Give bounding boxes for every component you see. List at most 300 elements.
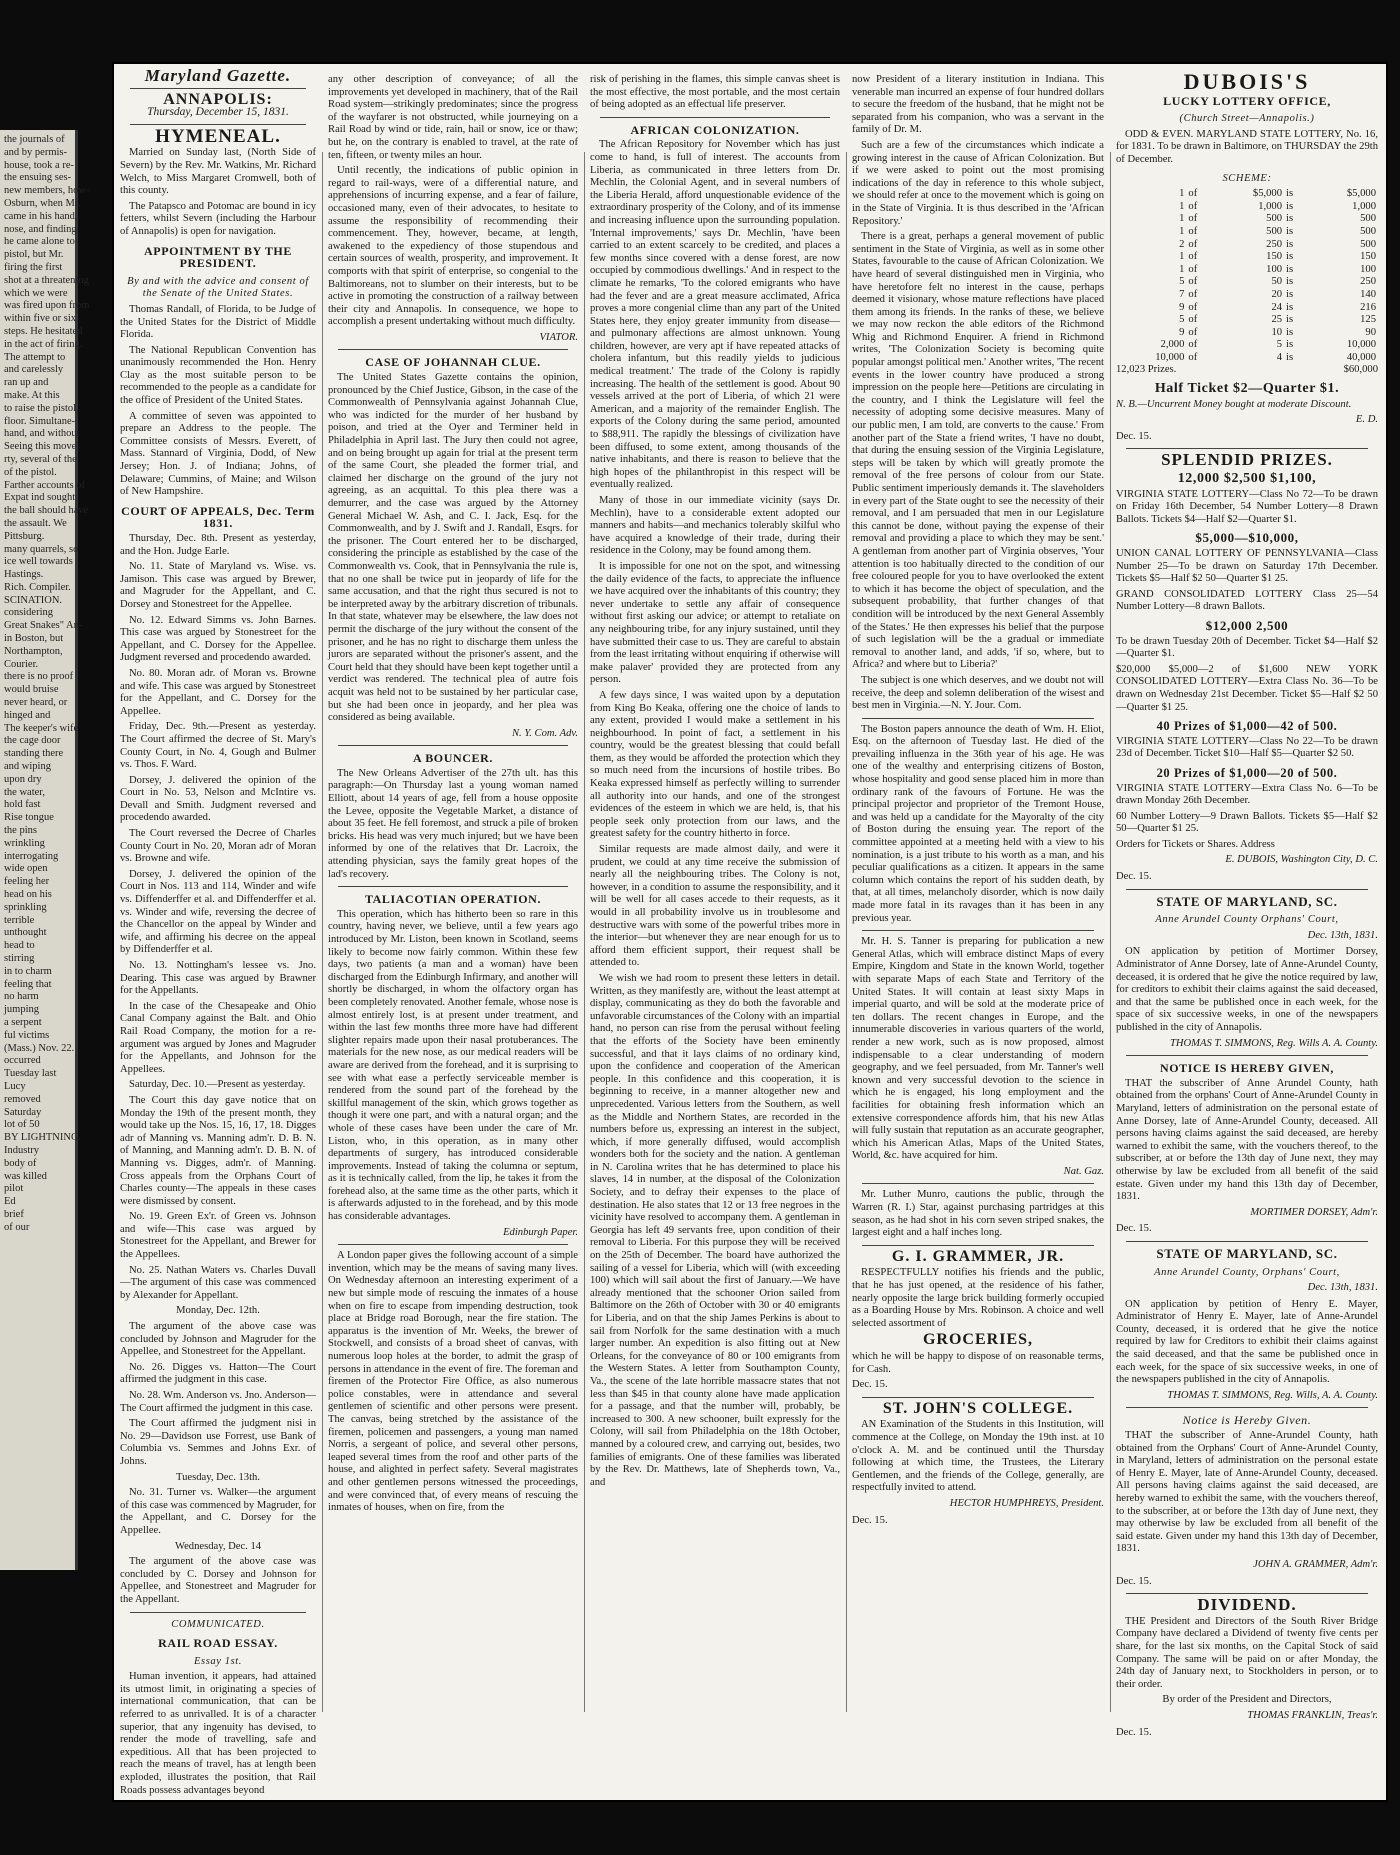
notice-date-2: Dec. 15. <box>1116 1575 1152 1587</box>
grammer-date: Dec. 15. <box>852 1379 888 1391</box>
scheme-cell: 150 <box>1266 251 1283 263</box>
amounts-line: 40 Prizes of $1,000—42 of 500. <box>1156 719 1338 734</box>
grammer-text: RESPECTFULLY notifies his friends and the public, that he has just opened, at the residence of his father, nearly opposite the large brick building formerly occupied as a Boarding House by Mrs. Robinson. A choice and well selected assortment of <box>852 1267 1104 1329</box>
scheme-cell: 50 <box>1271 276 1283 288</box>
scheme-row <box>1116 251 1378 264</box>
half-ticket-line: Half Ticket $2—Quarter $1. <box>1154 381 1340 397</box>
note-date: Dec. 15. <box>1116 430 1152 442</box>
dividend-signature: THOMAS FRANKLIN, Treas'r. <box>1247 1709 1378 1721</box>
strip-line: Expat ind sought <box>4 492 76 504</box>
strip-line: in to charm <box>4 965 52 977</box>
strip-line: Hastings. <box>4 569 44 581</box>
court-paragraph: In the case of the Chesapeake and Ohio Canal Company against the Balt. and Ohio Rail Road Company, the motion for a re-argument was argued by Jones and Magruder for the Appellants, and Johnson for the Appellees. <box>120 1000 316 1075</box>
colonization-paragraph: It is impossible for one not on the spot, and witnessing the daily evidence of the facts, to appreciate the influence we have acquired over the inhabitants of this country; they never undertake to settle any affair of consequence without first asking our advice; or attempt to retaliate on any neighbouring tribe, for any injury sustained, until they have submitted their case to us. They are careful to abstain from the least irritating without enquiring if otherwise will make palaver' provided they are protected from any person. <box>590 560 840 686</box>
amounts-line: 20 Prizes of $1,000—20 of 500. <box>1156 765 1338 780</box>
scheme-cell: of <box>1188 188 1198 200</box>
strip-line: feeling that <box>4 978 52 990</box>
lottery-notice: VIRGINIA STATE LOTTERY—Extra Class No. 6—To be drawn Monday 26th December. <box>1116 782 1378 807</box>
strip-line: shot at a threatening <box>4 274 89 286</box>
scheme-cell: of <box>1188 238 1198 250</box>
scheme-cell: 5 <box>1179 276 1185 288</box>
column-5 <box>1116 69 1378 1742</box>
scheme-cell: 1 <box>1179 263 1185 275</box>
strip-line: Lucy <box>4 1080 26 1092</box>
strip-line: hinged and <box>4 709 51 721</box>
scheme-cell: 125 <box>1360 314 1376 326</box>
strip-line: and by permis- <box>4 146 67 158</box>
court-paragraph: No. 12. Edward Simms vs. John Barnes. This case was argued by Stonestreet for the Appellant, and C. Dorsey for the Appellee. Judgment reversed and procedendo awarded. <box>120 614 316 664</box>
strip-line: no harm <box>4 991 39 1003</box>
strip-line: occurred <box>4 1055 41 1067</box>
appointment-sub: By and with the advice and consent of the Senate of the United States. <box>127 275 309 300</box>
dividend-text: THE President and Directors of the South River Bridge Company have declared a Dividend of twenty five cents per share, for the last six months, on the Capital Stock of said Company. The same will be paid on or after Monday, the 24th day of January next, to Stockholders in person, or to their order. <box>1116 1615 1378 1690</box>
notice-date: Dec. 15. <box>1116 1223 1152 1235</box>
strip-line: body of <box>4 1157 37 1169</box>
scheme-cell: is <box>1286 200 1294 212</box>
strip-line: and carelessly <box>4 364 64 376</box>
scheme-cell: 100 <box>1360 263 1376 275</box>
st-johns-text: AN Examination of the Students in this Institution, will commence at the College, on Monday the 19th inst. at 10 o'clock A. M. and be continued until the Thursday following at which time, the Trustees, the Literary Gentlemen, and the friends of the College, generally, are respectfully invited to attend. <box>852 1419 1104 1494</box>
court-paragraph: The Court reversed the Decree of Charles County Court in No. 20, Moran adr of Moran vs. Browne and wife. <box>120 828 316 865</box>
scheme-cell: of <box>1188 200 1198 212</box>
committee-text: A committee of seven was appointed to prepare an Address to the people. The Committee consists of Messrs. Everett, of Mass. Stannard of Virginia, Dodd, of New Jersey; Hon. J. of Indiana; Johns, of Delaware; Cummins, of Maine; and Wilson of New Hampshire. <box>120 410 316 498</box>
court-date: Tuesday, Dec. 13th. <box>176 1471 260 1483</box>
strip-line: of the pistol. <box>4 466 57 478</box>
colonization-paragraph: Similar requests are made almost daily, and were it prudent, we could at any time receive the submission of nearly all the neighbouring tribes. The Colony is not, however, in a condition to assume the responsibility, and it will be well for all cases accede to their requests, as it would in all probability involve us in troublesome and destructive wars with some of the powerful tribes more in the interior—but whenever they are near enough for us to afford them efficient support, their request shall be attended to. <box>590 844 840 969</box>
scheme-cell: 140 <box>1360 288 1376 300</box>
strip-line: the cage door <box>4 735 61 747</box>
column-3 <box>590 74 840 1492</box>
strip-line: wrinkling <box>4 837 45 849</box>
court-paragraph: Dorsey, J. delivered the opinion of the Court in Nos. 113 and 114, Winder and wife vs. Diffenderffer et al. and Diffenderffer et al. vs. Winder and wife, reversing the decree of the Chancellor on the appeal by Winder and wife, and affirming his decree on the appeal by Diffenderffer et al. <box>120 868 316 956</box>
strip-line: The attempt to <box>4 351 66 363</box>
scheme-cell: 2 <box>1179 238 1185 250</box>
munro-notice: Mr. Luther Munro, cautions the public, through the Warren (R. I.) Star, against purchasing partridges at this season, as he had shot in his corn seven striped snakes, the largest eight and a half inches long. <box>852 1189 1104 1239</box>
orphans-court-sub-2: Anne Arundel County, Orphans' Court, <box>1154 1266 1340 1278</box>
court-paragraph: No. 19. Green Ex'r. of Green vs. Johnson and wife—This case was argued by Stonestreet for the Appellant, and Brewer for the Appellees. <box>120 1211 316 1261</box>
rail-road-heading: RAIL ROAD ESSAY. <box>158 1636 278 1651</box>
st-johns-heading: ST. JOHN'S COLLEGE. <box>882 1399 1074 1417</box>
scheme-label: SCHEME: <box>1222 172 1272 184</box>
dubois-signature: E. DUBOIS, Washington City, D. C. <box>1225 854 1378 866</box>
strip-line: new members, how- <box>4 185 90 197</box>
scheme-cell: 25 <box>1271 314 1283 326</box>
scheme-row <box>1116 327 1378 340</box>
strip-line: Northampton, <box>4 645 63 657</box>
strip-line: Saturday <box>4 1106 42 1118</box>
grammer-heading: G. I. GRAMMER, JR. <box>891 1247 1065 1265</box>
scheme-row <box>1116 314 1378 327</box>
fire-escape-text: A London paper gives the following account of a simple invention, which may be the means of saving many lives. On Wednesday afternoon an interesting experiment of a new but simple mode of rescuing the inmates of a house when on fire to escape from impending destruction, took place at Bridge road Borough, near the fire station. The apparatus is the invention of Mr. Weeks, the brewer of Stockwell, and consists of a broad sheet of canvas, with numerous loop holes at the border, to admit the grasp of persons in attendance in the event of fire. The foreman and firemen of the Protector Fire Office, as also numerous police constables, were in attendance and several gentlemen of scientific and other persons were present. The canvas, being stretched by the assistance of the firemen, policemen and passengers, a young man named Norris, a sergeant of police, and several other persons, leaped several times from the roof and other parts of the house, and alighted in perfect safety. Several magistrates and other gentlemen persons witnessed the proceedings, and were convinced that, of every means of rescuing the inmates of houses, when on fire, from the <box>328 1250 578 1514</box>
scheme-cell: is <box>1286 301 1294 313</box>
strip-line: pilot <box>4 1183 24 1195</box>
scheme-cell: is <box>1286 238 1294 250</box>
appointment-text: Thomas Randall, of Florida, to be Judge of the United States for the District of Middle Florida. <box>120 303 316 341</box>
scheme-cell: 100 <box>1266 263 1283 275</box>
lottery-notice: $20,000 $5,000—2 of $1,600 NEW YORK CONSOLIDATED LOTTERY—Extra Class No. 36—To be drawn on Wednesday 21st December. Ticket $5—Half $2 50—Quarter $1 25. <box>1116 663 1378 713</box>
colonization-paragraph: We wish we had room to present these letters in detail. Written, as they manifestly are, without the least attempt at display, communicating as they do both the favorable and unfavorable circumstances of the Colony with an impartial hand, no person can rise from the perusal without feeling that the efforts of the Society have been eminently successful, and that it lays claims of no ordinary kind, upon the confidence and cooperation of the American people. In this confidence and this cooperation, it is beginning to receive, in a manner altogether new and unprecedented. Various letters from the Southern, as well as the Middle and Northern States, are recorded in the numbers before us, expressing an interest in the subject, which, if more generally diffused, would accomplish wonders both for the society and the nation. A gentleman in N. Carolina writes that he has determined to place his slaves, 14 in number, at the disposal of the Colonization Society, and to defray their expenses to the place of destination. He also states that 12 or 13 free negroes in the vicinity have resolved to accompany them. A gentleman in Georgia has left 49 servants free, upon condition of their removal to Liberia. For this purpose they will be received on the 25th of December. The board have authorized the sailing of a vessel for Liberia, which will (with exceeding 100) which will sail about the first of January.—We have already mentioned that the schooner Orion sailed from Baltimore on the 26th of October with 30 or 40 emigrants for Liberia, and on that the ship James Perkins is about to sail from Norfolk for the same destination with a much larger number. An expedition is also fitting out at New Orleans, for the conveyance of 80 or 100 emigrants from the Western States. A letter from Southampton County, Va., the scene of the late horrible massacre states that not less than $45 in that county alone have made application for a passage, and that the number will, probably, be increased to 300. A new schooner, built expressly for the Colony, will sail from Philadelphia on the 18th October, manned by a coloured crew, and carrying out, besides, two families of emigrants. One of these families was liberated by the Rev. Dr. Matthews, late of Shepherds town, Va., and <box>590 972 840 1488</box>
strip-line: make. At this <box>4 389 60 401</box>
strip-line: BY LIGHTNING. <box>4 1132 82 1144</box>
scheme-cell: is <box>1286 276 1294 288</box>
scheme-cell: 500 <box>1360 225 1376 237</box>
scheme-cell: 24 <box>1271 301 1283 313</box>
convention-text: The National Republican Convention has unanimously recommended the Hon. Henry Clay as the most suitable person to be recommended to the people as a candidate for the office of President of the United States. <box>120 344 316 407</box>
strip-line: lot of 50 <box>4 1119 40 1131</box>
scheme-cell: of <box>1188 314 1198 326</box>
strip-line: upon dry <box>4 773 42 785</box>
johannah-clue-text: The United States Gazette contains the opinion, pronounced by the Chief Justice, Gibson, in the case of the Commonwealth of Pennsylvania against Johannah Clue, who was indicted for the murder of her husband by poison, and tried at the Oyer and Terminer held in Philadelphia in April last. The Jury then could not agree, and on being brought up again for trial at the present term of the same Court, she pleaded the former trial, and claimed her discharge on the ground of the jury not agreeing, as an acquittal. To this plea there was a demurrer, and the case was argued by the Attorney General Michael W. Ash, and C. I. Jack, Esq. for the Commonwealth, and by J. Swift and J. Randall, Esqrs. for the prisoner. The Court entered her to be discharged, considering the principle as established by the case of the Commonwealth vs. Cook, that in Pennsylvania the rule is, that no one shall be twice put in jeopardy of life for the same accusation, and that the right thus secured is not to be interpreted away by the arbitrary discretion of tribunals. In that state, whatever may be elsewhere, the law does not permit the discharge of the jury without the consent of the prisoner, and he has no right to discharge them unless the jurors are separated without the prisoner's assent, and the Court held that they should have been kept together until a verdict was rendered. The technical plea of autre fois acquit was held not to be sustained by her particular case, but she had been once in jeopardy, and her plea was considered as being available. <box>328 372 578 724</box>
strip-line: within five or six <box>4 313 77 325</box>
court-heading: COURT OF APPEALS, Dec. Term 1831. <box>121 503 315 531</box>
strip-line: Pittsburg. <box>4 530 45 542</box>
court-paragraph: The Court affirmed the judgment nisi in No. 29—Davidson use Forrest, use Bank of Columbia vs. Semmes and Johns Exr. of Johns. <box>120 1418 316 1467</box>
strip-line: Osburn, when Mr. <box>4 197 81 209</box>
strip-line: head on his <box>4 889 52 901</box>
strip-line: he came alone to <box>4 236 75 248</box>
scheme-row <box>1116 289 1378 302</box>
st-johns-signature: HECTOR HUMPHREYS, President. <box>949 1497 1104 1509</box>
scheme-row <box>1116 302 1378 315</box>
scheme-cell: is <box>1286 288 1294 300</box>
communicated-label: COMMUNICATED. <box>171 1618 265 1630</box>
colonization-paragraph: Many of those in our immediate vicinity (says Dr. Mechlin), have to a considerable extent adopted our manners and habits—and mechanics tolerably skilful who have acquired a knowledge of their trade, during their residence in the Colony, may be found among them. <box>590 495 840 557</box>
note-initials: E. D. <box>1355 414 1378 426</box>
dividend-heading: DIVIDEND. <box>1197 1595 1297 1615</box>
scheme-cell: is <box>1286 188 1294 200</box>
scheme-cell: is <box>1286 326 1294 338</box>
orphans-court-sub: Anne Arundel County Orphans' Court, <box>1155 914 1339 926</box>
scheme-cell: of <box>1188 326 1198 338</box>
scheme-cell: 250 <box>1266 238 1283 250</box>
strip-line: Ed <box>4 1196 16 1208</box>
strip-line: unthought <box>4 927 47 939</box>
court-paragraph: Dorsey, J. delivered the opinion of the Court in No. 53, Nelson and McIntire vs. Devall and Smith. Judgment reversed and procedendo awarded. <box>120 774 316 824</box>
scheme-cell: of <box>1188 351 1198 363</box>
scheme-cell: 500 <box>1266 225 1283 237</box>
grammer-text-2: which he will be happy to dispose of on reasonable terms, for Cash. <box>852 1351 1104 1375</box>
navigation-text: The Patapsco and Potomac are bound in icy fetters, whilst Severn (including the Harbour of Annapolis) is open for navigation. <box>120 200 316 237</box>
strip-line: standing there <box>4 748 64 760</box>
colonization-paragraph: A few days since, I was waited upon by a deputation from King Bo Keaka, offering one the choice of lands to any extent, provided I would make a settlement in his neighbourhood. In point of fact, a settlement in his country, would be the greatest blessing that could befall them, as they would be afforded the protection which they so much need from the incursions of hostile tribes. Bo Keaka expressed himself as perfectly willing to surrender all authority into our hands, and one of the strongest evidences of the esteem in which we are held, is, that his people seek only protection from our laws, and the greatest safety for the country hitherto in force. <box>590 689 840 840</box>
dubois-date: Dec. 15. <box>1116 871 1152 883</box>
scheme-cell: 5 <box>1276 339 1283 351</box>
notice-signature: MORTIMER DORSEY, Adm'r. <box>1250 1206 1378 1218</box>
scheme-cell: 4 <box>1276 351 1283 363</box>
state-of-maryland-heading: STATE OF MARYLAND, SC. <box>1156 893 1338 909</box>
strip-line: brief <box>4 1208 24 1220</box>
newspaper-sheet <box>112 62 1388 1802</box>
scheme-cell: 10 <box>1271 326 1283 338</box>
scheme-cell: of <box>1188 288 1198 300</box>
strip-line: Great Snakes" An- <box>4 620 83 632</box>
hymeneal-heading: HYMENEAL. <box>155 125 281 147</box>
scheme-row <box>1116 264 1378 277</box>
dividend-by-order: By order of the President and Directors, <box>1162 1694 1332 1706</box>
scheme-cell: 5 <box>1179 314 1185 326</box>
state-of-maryland-heading-2: STATE OF MARYLAND, SC. <box>1156 1245 1338 1261</box>
court-paragraph: No. 28. Wm. Anderson vs. Jno. Anderson—The Court affirmed the judgment in this case. <box>120 1390 316 1414</box>
rail-road-signature: VIATOR. <box>539 331 578 343</box>
court-paragraph: The Court this day gave notice that on Monday the 19th of the present month, they would take up the Nos. 15, 16, 17, 18. Digges adr of Manning vs. Manning adm'r. D. B. N. of Manning, and Manning adm'r. D. B. N. of Manning vs. Digges, adm'r. of Manning. Cross appeals from the Orphans Court of Charles county—The appeals in these cases were dismissed by consent. <box>120 1094 316 1207</box>
court-paragraph: No. 31. Turner vs. Walker—the argument of this case was commenced by Magruder, for the Appellant, and C. Dorsey for the Appellee. <box>120 1487 316 1536</box>
scheme-cell: of <box>1188 339 1198 351</box>
colonization-quote: There is a great, perhaps a general movement of public sentiment in the State of Virginia, as well as in some other States, favourable to the cause of African Colonization. We have heard of several distinguished men in Virginia, who have heretofore felt no interest in the cause, perhaps deemed it visionary, whose mature reflections have placed them among its friends. In the ranks of these, we believe we may now reckon the able editors of the Richmond Whig and Richmond Enquirer. A friend in Richmond writes, 'The Colonization Society is becoming quite popular amongst political men.' Another writes, 'The recent events in the lower country have produced a strong impression on the people here—Petitions are circulating in the country, and I think the Legislature will feel the necessity of adopting some decisive measures. Many of our public men, I am told, are converts to the cause.' From another part of the State a friend writes, 'I have no doubt, that during the ensuing session of the Virginia Legislature, steps will be taken by which will greatly promote the removal of the free persons of colour from our State. Public sentiment imperiously demands it. The slaveholders in every part of the State ought to see the necessity of their removal, and I am persuaded that men in our Legislature this cannot be done, without paying the expense of their removal and providing a place to which they may be sent.' A gentleman from another part of Virginia observes, 'Your attention is too habitually directed to the condition of our free coloured people for you to have overlooked the extent to which it has become the object of speculation, and the subsequent probability, that further changes of that condition will be introduced by the next General Assembly of the States.' He then expresses his belief that the purpose of such legislation will be the a gradual or immediate removal to another land, and adds, 'if so, where, but to Africa? and where but to Liberia?' <box>852 231 1104 671</box>
scheme-cell: of <box>1188 213 1198 225</box>
appointment-heading: APPOINTMENT BY THE PRESIDENT. <box>144 243 292 271</box>
taliacotian-text: This operation, which has hitherto been so rare in this country, having never, we believe, until a few years ago introduced by Mr. Liston, been known in Scotland, seems likely to become now fairly common. Within these few days, two patients (a man and a woman) have been discharged from the Edinburgh Infirmary, and another will shortly be discharged, in whom the olfactory organ has been completely renovated. Another female, whose nose is almost entirely lost, is at present under treatment, and within the last few months three more have had different slighter repairs made upon their nasal protuberances. The materials for the new nose, as our medical readers will be aware are derived from the forehead, and it is surprising to see with what ease a perfectly serviceable member is rendered from the sound part of the forehead by the skillful management of the skin, which grows together as though it were one part, and with a natural organ; and the whole of these cases have been under the care of Mr. Liston, who, in this operation, as in many other departments of surgery, has introduced considerable improvements. Instead of taking the columna or septum, as it is technically called, from the lip, he takes it from the forehead also, at the same time as the other parts, which it is afterwards adjusted to in the forehead, and by this mode has considerable advantages. <box>328 908 578 1223</box>
strip-line: and wiping <box>4 761 51 773</box>
masthead-date: Thursday, December 15, 1831. <box>147 106 289 119</box>
hymeneal-text: Married on Sunday last, (North Side of Severn) by the Rev. Mr. Watkins, Mr. Richard Welch, to Miss Margaret Cromwell, both of this county. <box>120 147 316 197</box>
strip-line: the assault. We <box>4 517 67 529</box>
dubois-heading: DUBOIS'S <box>1183 69 1311 94</box>
state-notice-text-2: ON application by petition of Henry E. Mayer, Administrator of Henry E. Mayer, late of Anne-Arundel County, deceased, it is ordered that he give the notice required by law for Creditors to exhibit their claims against the said deceased, and that the same be published once in each week, for the space of six successive weeks, in one of the newspapers published in the city of Annapolis. <box>1116 1298 1378 1386</box>
strip-line: the journals of <box>4 134 65 145</box>
notice-heading-2: Notice is Hereby Given. <box>1182 1413 1312 1428</box>
scheme-cell: 10,000 <box>1346 339 1376 351</box>
strip-line: feeling her <box>4 876 50 888</box>
strip-line: ice well towards <box>4 556 73 568</box>
prizes-total: 12,023 Prizes. $60,000 <box>1116 364 1378 376</box>
fire-escape-continued: risk of perishing in the flames, this simple canvas sheet is the most effective, the most portable, and the most certain of being adopted as an effectual life preserver. <box>590 74 840 111</box>
strip-line: wide open <box>4 863 48 875</box>
masthead-city: ANNAPOLIS: <box>163 90 273 108</box>
strip-line: came in his hand, <box>4 210 78 222</box>
strip-line: which we were <box>4 287 68 299</box>
scheme-cell: 2,000 <box>1160 339 1185 351</box>
scheme-cell: 90 <box>1365 326 1376 338</box>
boston-death-notice: The Boston papers announce the death of Wm. H. Eliot, Esq. on the afternoon of Tuesday last. He died of the prevailing influenza in the 36th year of his age. He was one of the wealthy and enterprising citizens of Boston, whose hospitality and good sense placed him in more than ordinary rank of the favours of Fortune. He was the principal projector and proprietor of the Tremont House, and was held up a candidate for the Mayoralty of the city of Boston during the ensuing year. The report of the committee appointed at a meeting held with a view to his nomination, is a just tribute to his worth as a man, and his peculiar qualifications as a citizen. It appears in the same column which contains the report of his sudden death, by that, at all times, melancholy disorder, which is now daily made more fatal in its ravages than it has been in any previous year. <box>852 723 1104 924</box>
scheme-cell: is <box>1286 314 1294 326</box>
colonization-paragraph: The African Repository for November which has just come to hand, is full of interest. The accounts from Liberia, as communicated in three letters from Dr. Mechlin, the Colonial Agent, and in several numbers of the Liberia Herald, afford unquestionable evidence of the extraordinary prosperity of the Colony, and of its immense and increasing influence upon the surrounding population. 'Internal improvements,' says Dr. Mechlin, 'have been carried to an extent scarcely to be credited, and places a few months since covered with a dense forest, are now occupied by commodious dwellings.' And in respect to the climate he remarks, 'To the colored emigrants who have had the fever and are a great measure acclimated, Africa proves a more congenial clime than any part of the United States here, they enjoy greater immunity from disease—and pulmonary affections are almost unknown. Young children, however, are very apt if have repeated attacks of cholera infantum, but this readily yields to judicious medical treatment.' The trade of the Colony is rapidly increasing. The health of the settlement is good. About 90 vessels arrived at the port of Liberia, of which 21 were American, and a majority of the remainder English. The exports of the Colony during the same period, amounted to $88,911. The rapidly the blessings of civilization have been diffused, to some extent, among thousands of the native inhabitants, and there is reason to believe that the high hopes of the philanthropist in this respect will be eventually realized. <box>590 139 840 491</box>
lottery-notice: GRAND CONSOLIDATED LOTTERY Class 25—54 Number Lottery—8 drawn Ballots. <box>1116 588 1378 613</box>
lottery-notice: UNION CANAL LOTTERY OF PENNSYLVANIA—Class Number 25—To be drawn on Saturday 17th December. Tickets $5—Half $2 50—Quarter $1 25. <box>1116 548 1378 585</box>
strip-line: there is no proof <box>4 671 74 683</box>
scheme-row <box>1116 201 1378 214</box>
scheme-cell: 40,000 <box>1346 351 1376 363</box>
strip-line: terrible <box>4 914 35 926</box>
scheme-cell: 1 <box>1179 200 1185 212</box>
court-paragraph: Saturday, Dec. 10.—Present as yesterday. <box>129 1079 306 1091</box>
scheme-row <box>1116 188 1378 201</box>
amounts-line: $12,000 2,500 <box>1205 617 1289 633</box>
scheme-cell: is <box>1286 251 1294 263</box>
scheme-cell: of <box>1188 263 1198 275</box>
strip-line: Tuesday last <box>4 1068 57 1080</box>
strip-line: hand, and without <box>4 428 80 440</box>
scheme-cell: is <box>1286 351 1294 363</box>
court-paragraph: Friday, Dec. 9th.—Present as yesterday. The Court affirmed the decree of St. Mary's County Court, in No. 4, Gough and Bulmer vs. Thos. F. Ward. <box>120 721 316 771</box>
scheme-cell: 1 <box>1179 188 1185 200</box>
strip-line: (Mass.) Nov. 22. <box>4 1042 75 1054</box>
colonization-paragraph: The subject is one which deserves, and we doubt not will receive, the deep and solemn deliberation of the wisest and best men in Virginia.—N. Y. Jour. Com. <box>852 674 1104 712</box>
strip-line: jumping <box>4 1004 40 1016</box>
notice-signature-2: JOHN A. GRAMMER, Adm'r. <box>1253 1558 1378 1570</box>
scheme-cell: 10,000 <box>1155 351 1185 363</box>
scheme-cell: 216 <box>1360 301 1376 313</box>
scheme-cell: $5,000 <box>1252 188 1283 200</box>
uncurrent-money-note: N. B.—Uncurrent Money bought at moderate Discount. <box>1116 398 1352 410</box>
court-paragraph: The argument of the above case was concluded by C. Dorsey and Johnson for Appellee, and Stonestreet and Magruder for the Appellant. <box>120 1556 316 1605</box>
column-2 <box>328 74 578 1518</box>
strip-line: considering <box>4 607 53 619</box>
african-colonization-heading: AFRICAN COLONIZATION. <box>630 122 800 137</box>
strip-line: was fired upon from <box>4 300 90 312</box>
state-notice-text: ON application by petition of Mortimer Dorsey, Administrator of Anne Dorsey, late of Anne-Arundel County, deceased, it is ordered that he give the notice required by law, for creditors to exhibit their claims against the said deceased, and that the same be published once in each week, for the space of six successive weeks, in one of the newspapers published in the city of Annapolis. <box>1116 946 1378 1033</box>
rail-road-continued: any other description of conveyance; of all the improvements yet developed in machinery, that of the Rail Road system—strikingly predominates; since the progress of the wayfarer is not obstructed, while journeying on a Rail Road by wind or tide, rain, hail or snow, ice or thaw; but he, on the contrary is enabled to travel, at the rate of ten, fifteen, or twenty miles an hour. <box>328 74 578 161</box>
dividend-date: Dec. 15. <box>1116 1726 1152 1738</box>
scheme-cell: 20 <box>1271 288 1283 300</box>
colonization-continued: now President of a literary institution in Indiana. This venerable man incurred an expense of four hundred dollars to secure the freedom of the husband, that he might not be separated from his companion, who was a servant in the family of Dr. M. <box>852 74 1104 136</box>
strip-line: would bruise <box>4 684 59 696</box>
strip-line: rty, several of the <box>4 453 77 465</box>
strip-line: Courier. <box>4 658 39 670</box>
column-1 <box>120 66 316 1800</box>
scheme-cell: 500 <box>1360 213 1376 225</box>
scheme-cell: 500 <box>1360 238 1376 250</box>
groceries-heading: GROCERIES, <box>922 1331 1034 1349</box>
lottery-notice: To be drawn Tuesday 20th of December. Ticket $4—Half $2—Quarter $1. <box>1116 635 1378 660</box>
strip-line: SCINATION. <box>4 594 63 606</box>
scheme-cell: 150 <box>1360 251 1376 263</box>
notice-heading: NOTICE IS HEREBY GIVEN, <box>1159 1061 1335 1076</box>
johannah-clue-source: N. Y. Com. Adv. <box>511 727 578 739</box>
court-paragraph: Thursday, Dec. 8th. Present as yesterday, and the Hon. Judge Earle. <box>120 533 316 557</box>
lottery-notice: VIRGINIA STATE LOTTERY—Class No 72—To be drawn on Friday 16th December, 54 Number Lottery—8 Drawn Ballots. Tickets $4—Half $2—Quarter $1. <box>1116 488 1378 525</box>
strip-line: interrogating <box>4 850 59 862</box>
orders-line: Orders for Tickets or Shares. Address <box>1116 838 1275 850</box>
court-paragraph: No. 26. Digges vs. Hatton—The Court affirmed the judgment in this case. <box>120 1361 316 1386</box>
masthead-title: Maryland Gazette. <box>144 66 292 85</box>
lottery-notice: 60 Number Lottery—9 Drawn Ballots. Tickets $5—Half $2 50—Quarter $1 25. <box>1116 810 1378 835</box>
strip-line: steps. He hesitated <box>4 325 83 337</box>
odd-even-lottery: ODD & EVEN. MARYLAND STATE LOTTERY, No. 16, for 1831. To be drawn in Baltimore, on THURSDAY the 29th of December. <box>1116 128 1378 165</box>
strip-line: of our <box>4 1221 30 1233</box>
scheme-row <box>1116 352 1378 365</box>
scheme-cell: of <box>1188 251 1198 263</box>
scheme-cell: 1 <box>1179 213 1185 225</box>
strip-line: the ball should have <box>4 505 89 517</box>
rail-road-paragraph: Until recently, the indications of public opinion in regard to rail-ways, were of a differential nature, and apprehensions of incurring expense, and a fear of failure, occasioned many, even of their advocates, to hesitate to assume the responsibility of recommending their commencement. They, however, became, at length, awakened to the expediency of those stupendous and certain sources of wealth, prosperity, and improvement. It comports with that spirit of enterprise, so congenial to the Baltimoreans, not to slumber on their interests, but to be active in promoting the construction of a railway between their city and Annapolis. In consequence, we hope to accomplish a present undertaking without much difficulty. <box>328 165 578 328</box>
scheme-cell: of <box>1188 276 1198 288</box>
strip-line: in the act of firing. <box>4 338 83 350</box>
bouncer-text: The New Orleans Advertiser of the 27th ult. has this paragraph:—On Thursday last a young woman named Elliott, about 14 years of age, fell from a house opposite the Levee, opposite the Vegetable Market, a distance of about 35 feet. He fell foremost, and struck a pile of broken bricks. His head was very much injured; but we have been informed by one of the relatives that Dr. Lacroix, the attending physician, says the family great hopes of the lad's recovery. <box>328 767 578 880</box>
splendid-prizes-heading: SPLENDID PRIZES. <box>1161 450 1333 470</box>
strip-line: Farther accounts of <box>4 479 86 491</box>
strip-line: house, took a re- <box>4 159 74 171</box>
scheme-row <box>1116 239 1378 252</box>
scheme-cell: 1,000 <box>1352 200 1376 212</box>
court-date: Wednesday, Dec. 14 <box>174 1540 262 1552</box>
rail-road-text: Human invention, it appears, had attained its utmost limit, in originating a species of international communication, that can be referred to as unrivalled. It is of a character superior, that any ingenuity has devised, to render the mode of travelling, safe and expeditious. All that has been projected to reach the means of travel, has at length been exploded, illustrates the position, that Rail Roads possess advantages beyond <box>120 1671 316 1796</box>
strip-line: ful victims <box>4 1029 50 1041</box>
state-date: Dec. 13th, 1831. <box>1307 929 1378 941</box>
strip-line: Rich. Compiler. <box>4 581 71 593</box>
strip-line: nose, and finding <box>4 223 77 235</box>
scheme-cell: 1,000 <box>1258 200 1283 212</box>
lottery-scheme-table <box>1116 188 1378 364</box>
scheme-cell: 9 <box>1179 301 1185 313</box>
bouncer-heading: A BOUNCER. <box>412 751 493 766</box>
court-paragraph: No. 11. State of Maryland vs. Wise. vs. Jamison. This case was argued by Brewer, and Magruder for the Appellant, and C. Dorsey and Stonestreet for the Appellee. <box>120 561 316 610</box>
strip-line: to raise the pistol, <box>4 402 79 414</box>
scheme-cell: is <box>1286 339 1294 351</box>
previous-page-strip <box>0 130 90 1570</box>
tanner-atlas-notice: Mr. H. S. Tanner is preparing for publication a new General Atlas, which will embrace distinct Maps of every Empire, Kingdom and State in the known World, together with separate Maps of each State and Territory of the United States. It will contain at least sixty Maps in imperial quarto, and will be sold at the moderate price of ten dollars. The recent changes in Europe, and the innumerable discoveries in various quarters of the world, render a new work, such as is now proposed, almost indispensable to a clear understanding of modern geography, and we feel persuaded, from Mr. Tanner's well known and very successful devotion to the science in which he is engaged, his long employment and the facilities for obtaining fresh information which an extensive correspondence affords him, that his new Atlas will fully sustain that reputation as an accurate geographer, which his American Atlas, Maps of the United States, World, &c. have acquired for him. <box>852 936 1104 1162</box>
st-johns-date: Dec. 15. <box>852 1514 888 1526</box>
strip-line: Rise tongue <box>4 812 54 824</box>
scheme-cell: is <box>1286 225 1294 237</box>
strip-line: ran up and <box>4 377 49 389</box>
dubois-address: (Church Street—Annapolis.) <box>1179 113 1315 125</box>
scheme-cell: $5,000 <box>1346 188 1376 200</box>
strip-line: head to <box>4 940 35 952</box>
court-paragraph: No. 25. Nathan Waters vs. Charles Duvall—The argument of this case was commenced by Alexander for Appellant. <box>120 1264 316 1301</box>
scheme-row <box>1116 213 1378 226</box>
court-paragraph: No. 13. Nottingham's lessee vs. Jno. Dearing. This case was argued by Brawner for the Appellants. <box>120 960 316 997</box>
register-signature: THOMAS T. SIMMONS, Reg. Wills A. A. County. <box>1169 1037 1378 1049</box>
strip-line: firing the first <box>4 261 63 273</box>
strip-line: the ensuing ses- <box>4 172 72 184</box>
strip-line: Seeing this move- <box>4 441 80 453</box>
taliacotian-source: Edinburgh Paper. <box>503 1226 578 1238</box>
notice-text: THAT the subscriber of Anne Arundel County, hath obtained from the orphans' Court of Anne-Arundel County in Maryland, letters of administration on the personal estate of Anne Dorsey, late of Anne-Arundel County, deceased. All persons having claims against the said deceased, are hereby warned to exhibit the same, with the vouchers thereof, to the subscriber, at or before the 13th day of June next, they may otherwise by law be excluded from all benefit of the said estate. Given under my hand this 13th day of December, 1831. <box>1116 1077 1378 1203</box>
strip-line: never heard, or <box>4 697 68 709</box>
essay-number: Essay 1st. <box>194 1655 242 1667</box>
tanner-source: Nat. Gaz. <box>1063 1165 1104 1177</box>
scheme-cell: of <box>1188 301 1198 313</box>
strip-line: in Boston, but <box>4 633 64 645</box>
scheme-cell: 9 <box>1179 326 1185 338</box>
scheme-row <box>1116 226 1378 239</box>
court-date: Monday, Dec. 12th. <box>176 1305 260 1317</box>
scheme-row <box>1116 339 1378 352</box>
splendid-line: 12,000 $2,500 $1,100, <box>1177 471 1317 487</box>
strip-line: stirring <box>4 953 35 964</box>
scheme-cell: of <box>1188 225 1198 237</box>
lottery-notice: VIRGINIA STATE LOTTERY—Class No 22—To be drawn 23d of December. Ticket $10—Half $5—Quarter $2 50. <box>1116 735 1378 760</box>
strip-line: a serpent <box>4 1016 42 1028</box>
strip-line: was killed <box>4 1170 47 1182</box>
strip-line: the water, <box>4 786 45 798</box>
strip-line: hold fast <box>4 799 41 811</box>
column-4 <box>852 74 1104 1530</box>
strip-line: Industry <box>4 1144 39 1156</box>
scheme-cell: 1 <box>1179 225 1185 237</box>
scheme-cell: 1 <box>1179 251 1185 263</box>
scheme-row <box>1116 276 1378 289</box>
scheme-cell: is <box>1286 213 1294 225</box>
strip-line: sprinkling <box>4 901 47 913</box>
court-paragraph: No. 80. Moran adr. of Moran vs. Browne and wife. This case was argued by Stonestreet for the Appellant, and C. Dorsey for the Appellee. <box>120 667 316 717</box>
strip-line: pistol, but Mr. <box>4 249 64 261</box>
strip-line: removed <box>4 1093 41 1105</box>
strip-line: The keeper's wife <box>4 722 79 734</box>
scheme-cell: 250 <box>1360 276 1376 288</box>
amounts-line: $5,000—$10,000, <box>1195 530 1299 546</box>
scheme-cell: 500 <box>1266 213 1283 225</box>
colonization-paragraph: Such are a few of the circumstances which indicate a growing interest in the cause of African Colonization. But if we were asked to point out the most promising indications of the day in reference to this whole subject, we should refer at once to the movement which is going on in the State of Virginia. It is thus described in the 'African Repository.' <box>852 139 1104 227</box>
johannah-clue-heading: CASE OF JOHANNAH CLUE. <box>365 355 541 370</box>
strip-line: the pins <box>4 825 37 837</box>
scheme-cell: is <box>1286 263 1294 275</box>
register-signature-2: THOMAS T. SIMMONS, Reg. Wills, A. A. County. <box>1167 1389 1378 1401</box>
dubois-subheading: LUCKY LOTTERY OFFICE, <box>1163 93 1331 108</box>
court-paragraph: The argument of the above case was concluded by Johnson and Magruder for the Appellee, and Stonestreet for the Appellant. <box>120 1321 316 1358</box>
notice-text-2: THAT the subscriber of Anne-Arundel County, hath obtained from the Orphans' Court of Anne-Arundel County, in Maryland, letters of administration on the personal estate of Henry E. Mayer, late of Anne-Arundel County, deceased. All persons having claims against the said deceased, are hereby warned to exhibit the same, with the vouchers thereof, to the subscriber, at or before the 13th day of June next, they may otherwise by law be excluded from all benefit of the said estate. Given under my hand this 13th day of December, 1831. <box>1116 1430 1378 1555</box>
state-date-2: Dec. 13th, 1831. <box>1307 1282 1378 1294</box>
